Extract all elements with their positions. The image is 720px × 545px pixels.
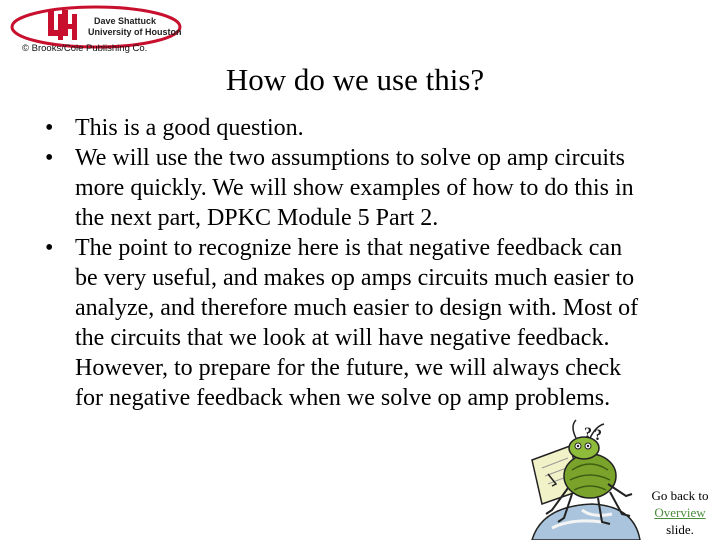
svg-text:?: ?: [584, 425, 592, 442]
logo-copyright: © Brooks/Cole Publishing Co.: [22, 43, 148, 54]
svg-text:?: ?: [594, 427, 602, 444]
go-back-note: [640, 487, 720, 538]
bullet-text: This is a good question.: [75, 115, 304, 141]
go-back-prefix: Go back to: [651, 488, 709, 503]
bullet-text: The point to recognize here is that negative feedback can be very useful, and makes op amps circuits much easier to analyze, and therefore much easier to design with. Most of the circuits that we look at will have negative feedback. However, to prepare for the future, we will always check for negative feedback when we solve op amp problems.: [75, 235, 639, 411]
go-back-suffix: slide.: [666, 522, 694, 537]
overview-link[interactable]: Overview: [654, 505, 706, 520]
slide-title: How do we use this?: [225, 62, 485, 97]
bullet-item: [45, 233, 640, 413]
bullet-item: [45, 113, 665, 143]
bug-clipart-icon: [512, 418, 642, 540]
logo-author: Dave Shattuck: [94, 16, 157, 26]
bullet-text: We will use the two assumptions to solve op amp circuits more quickly. We will show examples of how to do this in the next part, DPKC Module 5 Part 2.: [75, 145, 634, 231]
bullet-dot-icon: •: [45, 115, 54, 141]
bullet-dot-icon: •: [45, 145, 54, 171]
bullet-list: [45, 113, 665, 413]
bullet-dot-icon: •: [45, 235, 54, 261]
university-logo: [8, 4, 184, 56]
logo-university: University of Houston: [88, 27, 182, 37]
bullet-item: [45, 143, 665, 233]
